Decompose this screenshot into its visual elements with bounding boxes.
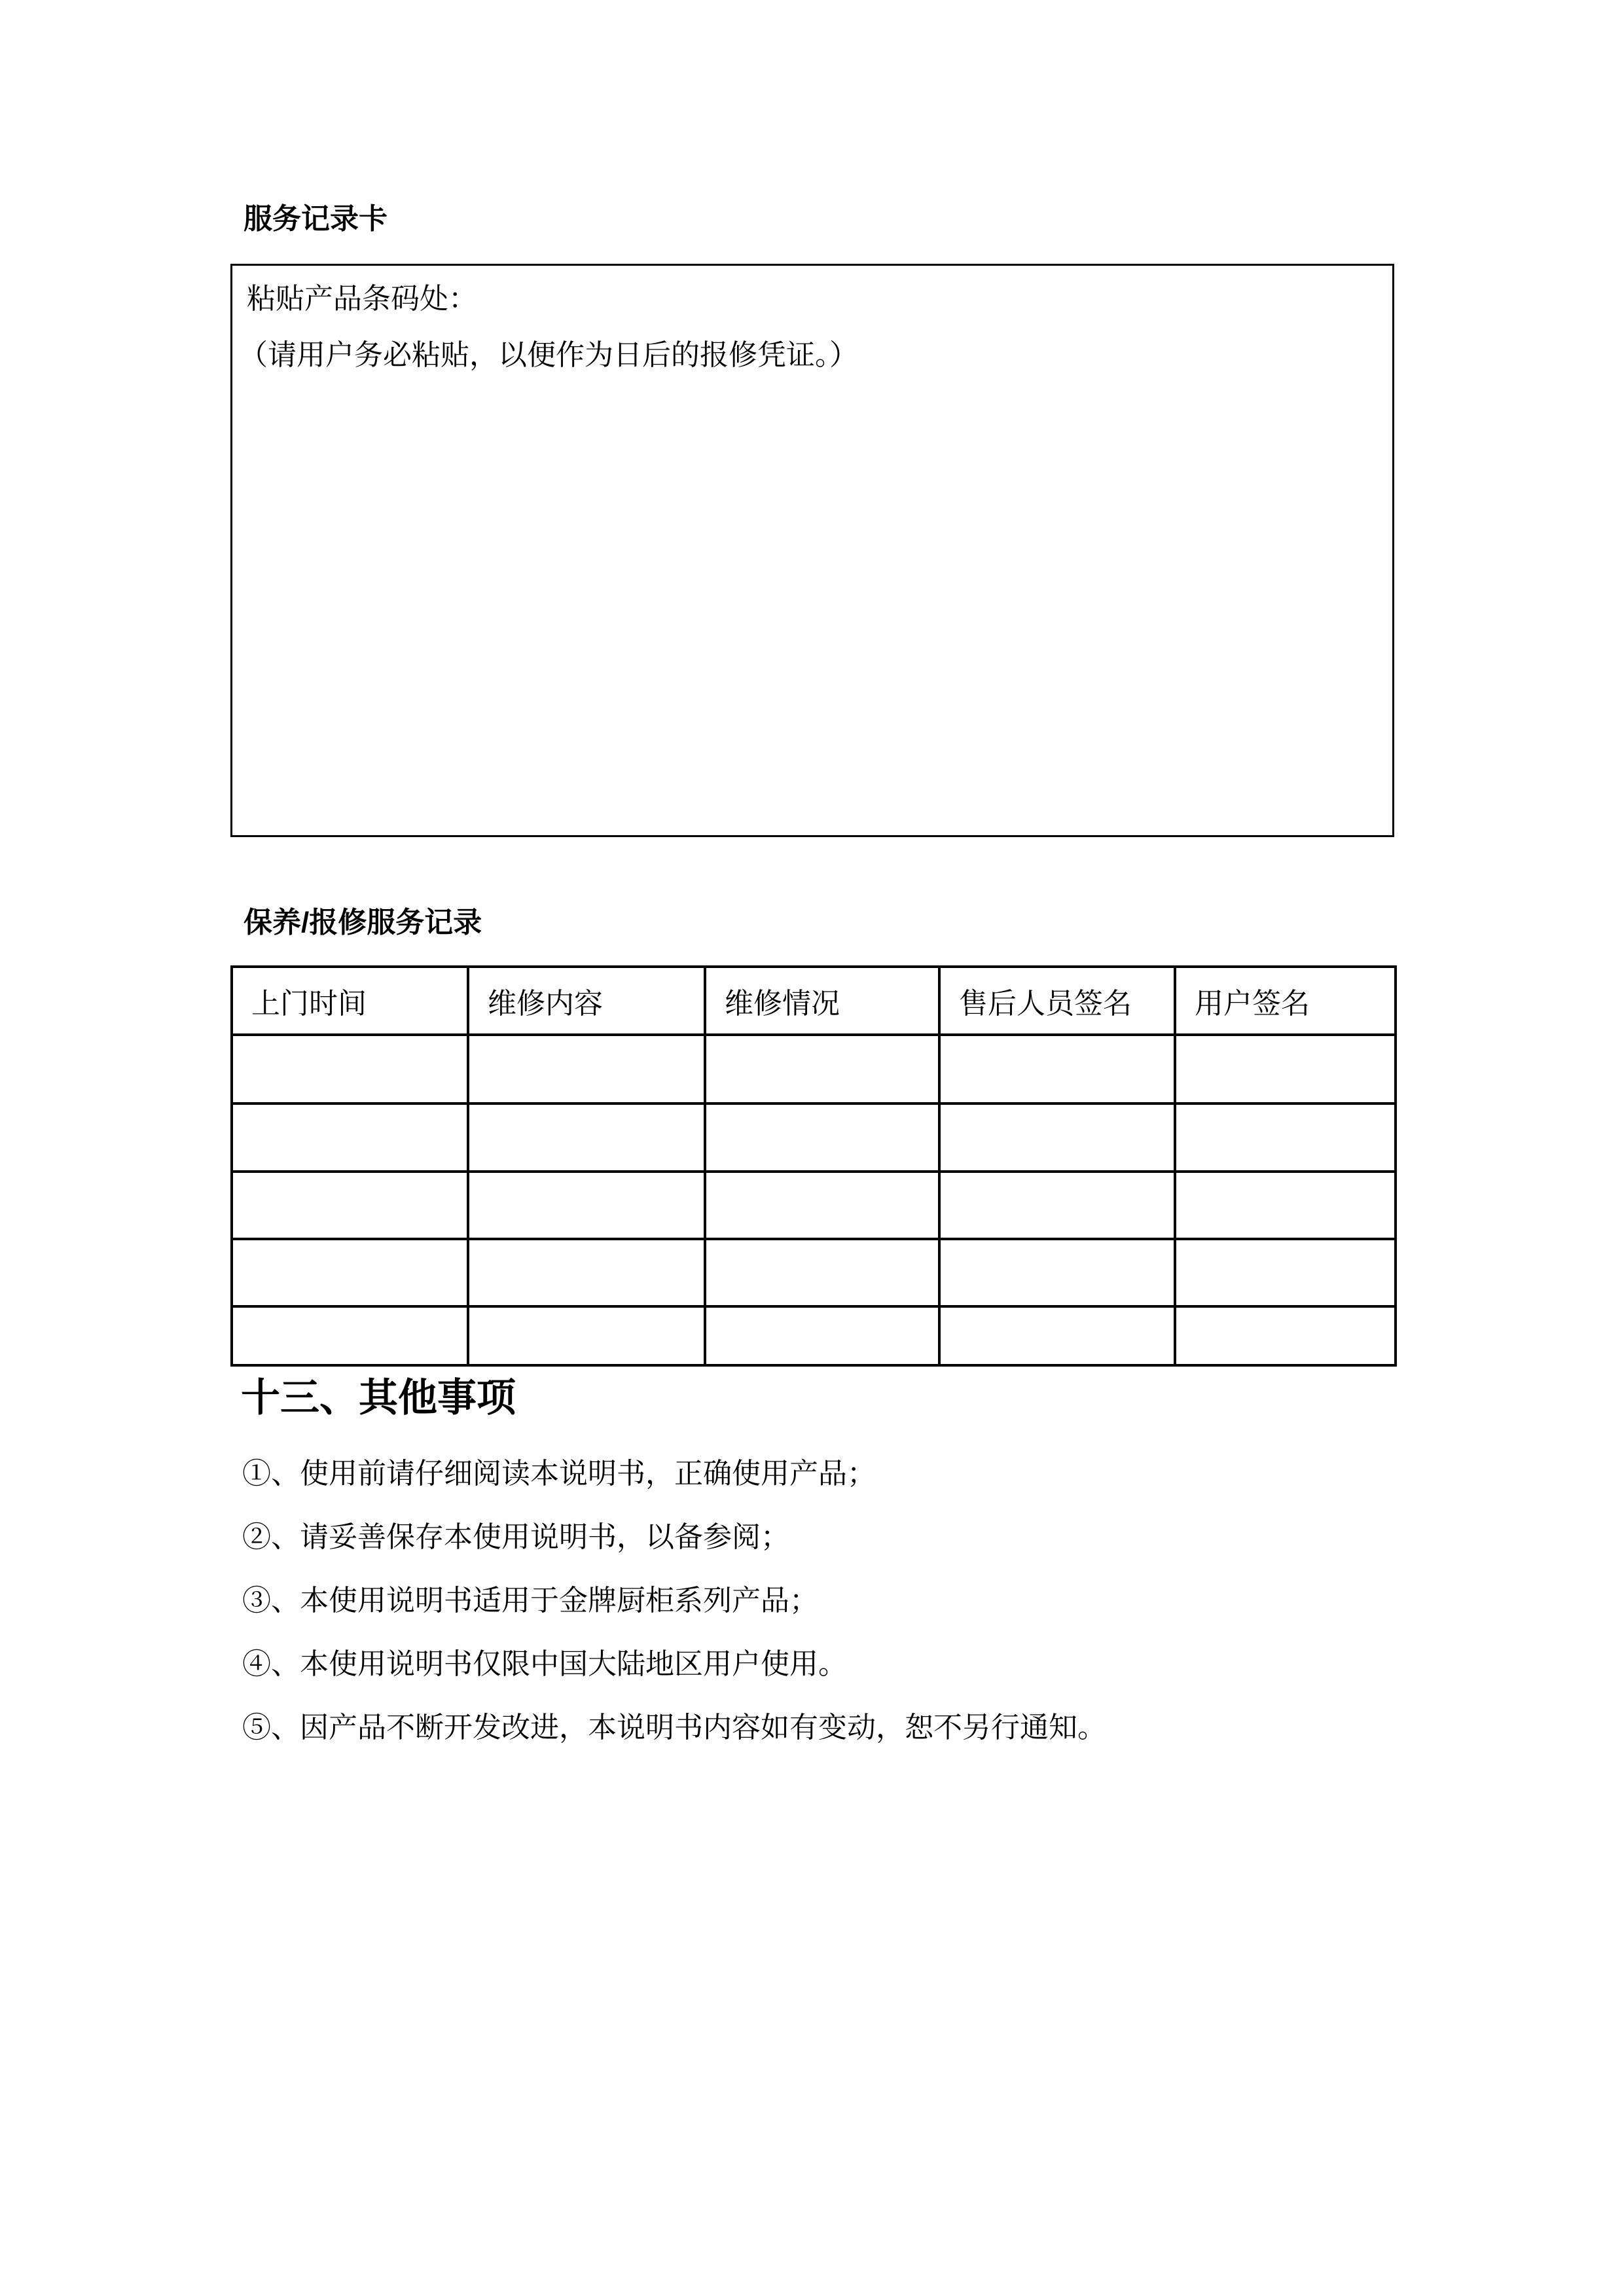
table-cell	[939, 1306, 1175, 1365]
table-cell	[939, 1239, 1175, 1306]
barcode-paste-box	[230, 264, 1394, 837]
service-card-title: 服务记录卡	[244, 203, 388, 235]
table-cell	[705, 1306, 939, 1365]
table-cell	[939, 1035, 1175, 1103]
header-cell-repair-content: 维修内容	[468, 967, 705, 1035]
barcode-paste-note: （请用户务必粘贴，以便作为日后的报修凭证。）	[239, 339, 858, 371]
table-cell	[468, 1035, 705, 1103]
note-item-2: ②、请妥善保存本使用说明书，以备参阅；	[242, 1521, 789, 1553]
maintenance-record-title: 保养/报修服务记录	[244, 906, 482, 939]
table-row	[232, 1172, 1396, 1239]
service-record-table	[230, 965, 1397, 1367]
table-cell	[705, 1035, 939, 1103]
table-cell	[468, 1103, 705, 1172]
header-cell-staff-signature: 售后人员签名	[939, 967, 1175, 1035]
table-row	[232, 1239, 1396, 1306]
table-cell	[468, 1239, 705, 1306]
note-item-4: ④、本使用说明书仅限中国大陆地区用户使用。	[242, 1648, 847, 1680]
table-cell	[705, 1239, 939, 1306]
table-row	[232, 1306, 1396, 1365]
table-row	[232, 1035, 1396, 1103]
other-notes-title: 十三、其他事项	[241, 1376, 516, 1420]
table-cell	[232, 1035, 468, 1103]
table-cell	[1175, 1172, 1396, 1239]
header-cell-visit-time: 上门时间	[232, 967, 468, 1035]
table-cell	[705, 1172, 939, 1239]
note-item-5: ⑤、因产品不断开发改进，本说明书内容如有变动，恕不另行通知。	[242, 1712, 1106, 1744]
table-cell	[705, 1103, 939, 1172]
table-cell	[1175, 1035, 1396, 1103]
table-cell	[468, 1172, 705, 1239]
table-row	[232, 1103, 1396, 1172]
table-cell	[1175, 1239, 1396, 1306]
table-cell	[939, 1103, 1175, 1172]
barcode-paste-label: 粘贴产品条码处：	[247, 283, 477, 315]
table-cell	[232, 1172, 468, 1239]
note-item-3: ③、本使用说明书适用于金牌厨柜系列产品；	[242, 1585, 818, 1617]
header-cell-user-signature: 用户签名	[1175, 967, 1396, 1035]
header-cell-repair-status: 维修情况	[705, 967, 939, 1035]
table-cell	[939, 1172, 1175, 1239]
table-cell	[1175, 1306, 1396, 1365]
table-cell	[232, 1306, 468, 1365]
note-item-1: ①、使用前请仔细阅读本说明书，正确使用产品；	[242, 1458, 876, 1490]
table-cell	[1175, 1103, 1396, 1172]
table-cell	[232, 1239, 468, 1306]
table-header-row	[232, 967, 1396, 1035]
table-cell	[232, 1103, 468, 1172]
table-cell	[468, 1306, 705, 1365]
